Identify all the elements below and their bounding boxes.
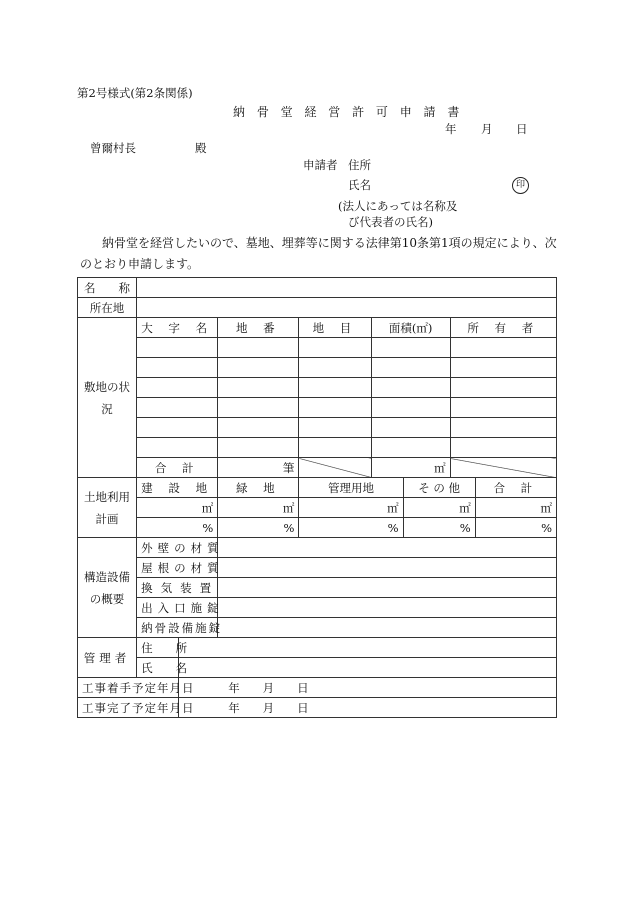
landuse-pct-other[interactable]: % bbox=[403, 518, 475, 538]
manager-address-label: 住 所 bbox=[137, 638, 179, 658]
landuse-area-building[interactable]: ㎡ bbox=[137, 498, 218, 518]
name-field[interactable] bbox=[137, 278, 557, 298]
site-total-diagonal bbox=[299, 458, 371, 478]
landuse-area-total[interactable]: ㎡ bbox=[475, 498, 556, 518]
site-header-lot: 地 番 bbox=[218, 318, 299, 338]
site-total-brush[interactable]: 筆 bbox=[218, 458, 299, 478]
location-field[interactable] bbox=[137, 298, 557, 318]
landuse-header-other: そ の 他 bbox=[403, 478, 475, 498]
site-header-area: 面積(㎡) bbox=[371, 318, 450, 338]
applicant-note-line1: (法人にあっては名称及 bbox=[338, 199, 458, 213]
manager-address-field[interactable] bbox=[179, 638, 557, 658]
site-total-area[interactable]: ㎡ bbox=[371, 458, 450, 478]
structure-field-ossuary-lock[interactable] bbox=[218, 618, 557, 638]
structure-item-exterior: 外壁の材質 bbox=[137, 538, 218, 558]
manager-name-field[interactable] bbox=[179, 658, 557, 678]
structure-field-ventilation[interactable] bbox=[218, 578, 557, 598]
applicant-note-line2: び代表者の氏名) bbox=[348, 215, 433, 229]
landuse-area-green[interactable]: ㎡ bbox=[218, 498, 299, 518]
addressee-name: 曾爾村長 bbox=[90, 141, 136, 155]
start-date-label: 工事着手予定年月日 bbox=[78, 678, 179, 698]
manager-name-label: 氏 名 bbox=[137, 658, 179, 678]
landuse-label: 土地利用計画 bbox=[78, 478, 137, 538]
landuse-header-green: 緑 地 bbox=[218, 478, 299, 498]
structure-item-ossuary-lock: 納骨設備施錠 bbox=[137, 618, 218, 638]
site-header-area-name: 大 字 名 bbox=[137, 318, 218, 338]
structure-field-exterior[interactable] bbox=[218, 538, 557, 558]
site-row bbox=[78, 438, 557, 458]
site-row bbox=[78, 398, 557, 418]
structure-item-ventilation: 換気装置 bbox=[137, 578, 218, 598]
site-header-category: 地 目 bbox=[299, 318, 371, 338]
landuse-area-management[interactable]: ㎡ bbox=[299, 498, 403, 518]
date-month: 月 bbox=[481, 122, 493, 136]
page-title: 納 骨 堂 経 営 許 可 申 請 書 bbox=[233, 105, 464, 119]
site-header-owner: 所 有 者 bbox=[450, 318, 556, 338]
form-number: 第2号様式(第2条関係) bbox=[77, 86, 193, 100]
applicant-label: 申請者 bbox=[303, 158, 338, 172]
landuse-pct-management[interactable]: % bbox=[299, 518, 403, 538]
seal-mark: 印 bbox=[512, 177, 529, 194]
addressee-honorific: 殿 bbox=[195, 141, 207, 155]
landuse-header-total: 合 計 bbox=[475, 478, 556, 498]
landuse-header-management: 管理用地 bbox=[299, 478, 403, 498]
structure-field-roof[interactable] bbox=[218, 558, 557, 578]
site-total-label: 合 計 bbox=[137, 458, 218, 478]
landuse-area-other[interactable]: ㎡ bbox=[403, 498, 475, 518]
location-label: 所在地 bbox=[78, 298, 137, 318]
date-year: 年 bbox=[445, 122, 457, 136]
landuse-pct-green[interactable]: % bbox=[218, 518, 299, 538]
site-row bbox=[78, 378, 557, 398]
site-label: 敷地の状況 bbox=[78, 318, 137, 478]
site-row bbox=[78, 338, 557, 358]
end-date-field[interactable]: 年 月 日 bbox=[179, 698, 557, 718]
site-row bbox=[78, 358, 557, 378]
landuse-pct-total[interactable]: % bbox=[475, 518, 556, 538]
start-date-field[interactable]: 年 月 日 bbox=[179, 678, 557, 698]
date-day: 日 bbox=[516, 122, 528, 136]
applicant-name-label: 氏名 bbox=[348, 178, 371, 192]
site-total-diagonal-owner bbox=[450, 458, 556, 478]
name-label: 名 称 bbox=[78, 278, 137, 298]
application-form-table bbox=[77, 277, 557, 718]
end-date-label: 工事完了予定年月日 bbox=[78, 698, 179, 718]
body-text: 納骨堂を経営したいので、墓地、埋葬等に関する法律第10条第1項の規定により、次のとおり申請します。 bbox=[80, 236, 557, 271]
structure-label: 構造設備の概要 bbox=[78, 538, 137, 638]
manager-label: 管理者 bbox=[78, 638, 137, 678]
landuse-header-building: 建 設 地 bbox=[137, 478, 218, 498]
structure-item-roof: 屋根の材質 bbox=[137, 558, 218, 578]
structure-item-entrance-lock: 出入口施錠 bbox=[137, 598, 218, 618]
applicant-address-label: 住所 bbox=[348, 158, 371, 172]
structure-field-entrance-lock[interactable] bbox=[218, 598, 557, 618]
site-row bbox=[78, 418, 557, 438]
landuse-pct-building[interactable]: % bbox=[137, 518, 218, 538]
